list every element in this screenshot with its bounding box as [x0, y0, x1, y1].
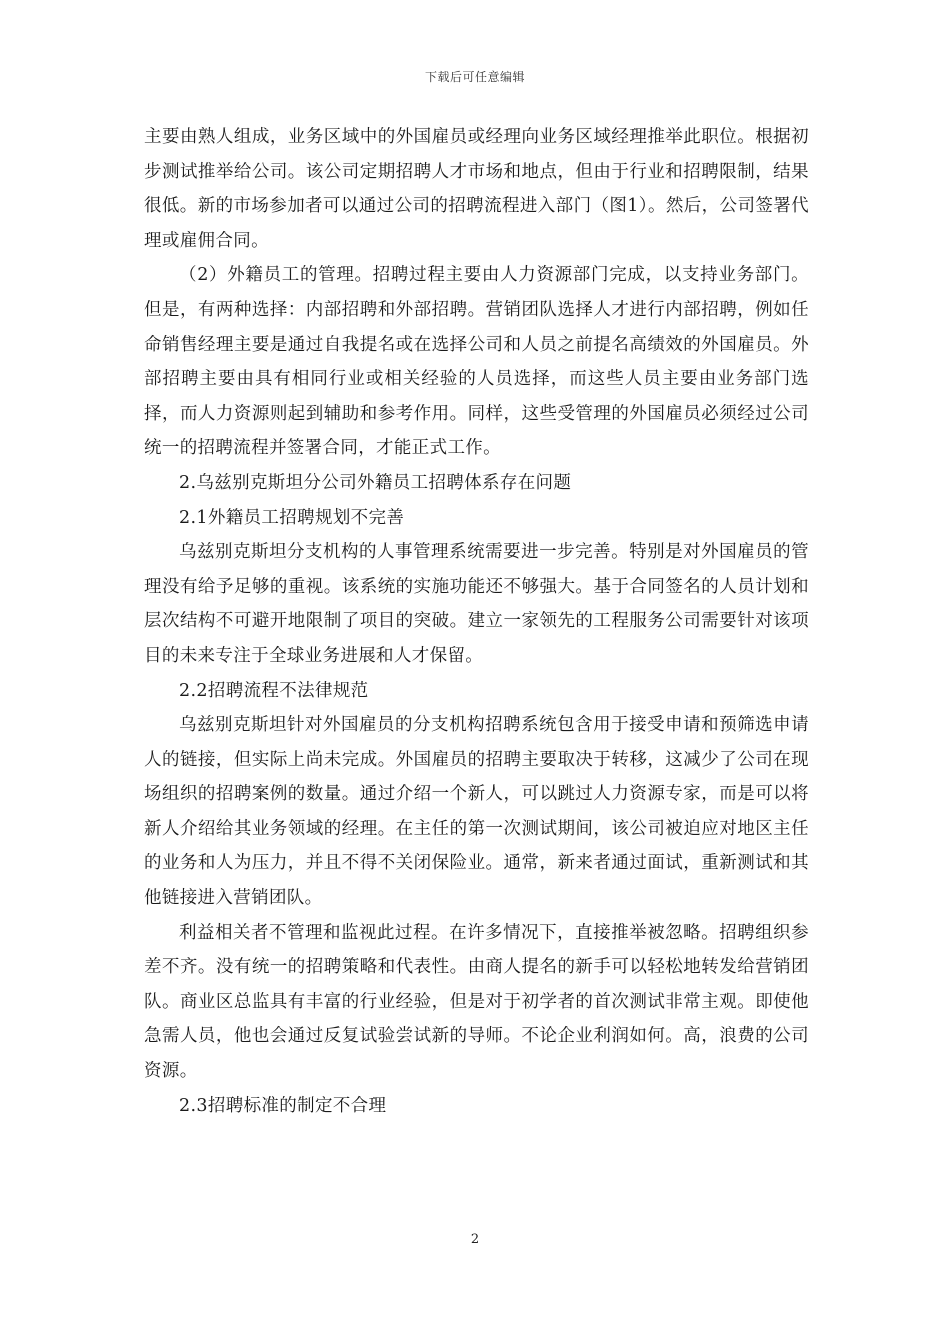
paragraph-process: 乌兹别克斯坦针对外国雇员的分支机构招聘系统包含用于接受申请和预筛选申请人的链接，但实际上尚未完成。外国雇员的招聘主要取决于转移，这减少了公司在现场组织的招聘案例的数量。通过介绍一个新人，可以跳过人力资源专家，而是可以将新人介绍给其业务领域的经理。在主任的第一次测试期间，该公司被迫应对地区主任的业务和人为压力，并且不得不关闭保险业。通常，新来者通过面试，重新测试和其他链接进入营销团队。 — [144, 715, 809, 909]
paragraph-stakeholders: 利益相关者不管理和监视此过程。在许多情况下，直接推举被忽略。招聘组织参差不齐。没有统一的招聘策略和代表性。由商人提名的新手可以轻松地转发给营销团队。商业区总监具有丰富的行业经验，但是对于初学者的首次测试非常主观。即使他急需人员，他也会通过反复试验尝试新的导师。不论企业利润如何。高，浪费的公司资源。 — [144, 922, 809, 1082]
subsection-heading-2-3: 2.3招聘标准的制定不合理 — [179, 1095, 387, 1116]
document-body — [144, 120, 809, 1123]
paragraph-continuation: 主要由熟人组成，业务区域中的外国雇员或经理向业务区域经理推举此职位。根据初步测试推举给公司。该公司定期招聘人才市场和地点，但由于行业和招聘限制，结果很低。新的市场参加者可以通过公司的招聘流程进入部门（图1）。然后，公司签署代理或雇佣合同。 — [144, 127, 809, 251]
subsection-heading-2-1: 2.1外籍员工招聘规划不完善 — [179, 507, 405, 528]
page-header: 下载后可任意编辑 — [424, 70, 525, 84]
subsection-heading-2-2: 2.2招聘流程不法律规范 — [179, 680, 369, 701]
paragraph-foreign-staff-management: （2）外籍员工的管理。招聘过程主要由人力资源部门完成，以支持业务部门。但是，有两种选择：内部招聘和外部招聘。营销团队选择人才进行内部招聘，例如任命销售经理主要是通过自我提名或在选择公司和人员之前提名高绩效的外国雇员。外部招聘主要由具有相同行业或相关经验的人员选择，而这些人员主要由业务部门选择，而人力资源则起到辅助和参考作用。同样，这些受管理的外国雇员必须经过公司统一的招聘流程并签署合同，才能正式工作。 — [144, 265, 809, 459]
section-heading-2: 2.乌兹别克斯坦分公司外籍员工招聘体系存在问题 — [179, 472, 572, 493]
page-number: 2 — [470, 1232, 480, 1247]
paragraph-planning: 乌兹别克斯坦分支机构的人事管理系统需要进一步完善。特别是对外国雇员的管理没有给予足够的重视。该系统的实施功能还不够强大。基于合同签名的人员计划和层次结构不可避开地限制了项目的突破。建立一家领先的工程服务公司需要针对该项目的未来专注于全球业务进展和人才保留。 — [144, 542, 809, 666]
